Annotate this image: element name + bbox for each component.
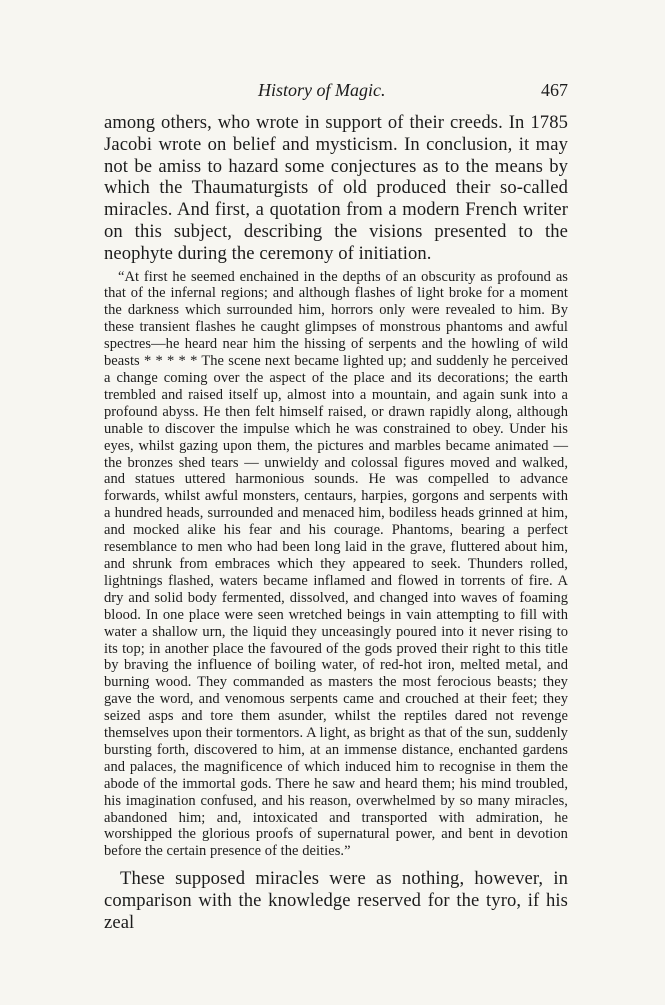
- running-head: [104, 80, 568, 104]
- page-number: 467: [541, 80, 568, 100]
- running-title: History of Magic.: [258, 80, 386, 100]
- book-page: [104, 80, 568, 934]
- intro-paragraph: among others, who wrote in support of their creeds. In 1785 Jacobi wrote on belief and mysticism. In conclusion, it may not be amiss to hazard some conjectures as to the means by which the Thaumaturgists of old produced their so-called miracles. And first, a quotation from a modern French writer on this subject, describing the visions presented to the neophyte during the ceremony of initiation.: [104, 112, 568, 264]
- closing-paragraph: These supposed miracles were as nothing, however, in comparison with the knowledge reserved for the tyro, if his zeal: [104, 868, 568, 934]
- quote-paragraph: “At first he seemed enchained in the depths of an obscurity as profound as that of the infernal regions; and although flashes of light broke for a moment the darkness which surrounded him, horrors only were revealed to him. By these transient flashes he caught glimpses of monstrous phantoms and awful spectres—he heard near him the hissing of serpents and the howling of wild beasts * * * * * The scene next became lighted up; and suddenly he perceived a change coming over the aspect of the place and its decorations; the earth trembled and raised itself up, almost into a mountain, and again sunk into a profound abyss. He then felt himself raised, or drawn rapidly along, although unable to discover the impulse which he was constrained to obey. Under his eyes, whilst gazing upon them, the pictures and marbles became animated — the bronzes shed tears — unwieldy and colossal figures moved and walked, and statues uttered harmonious sounds. He was compelled to advance forwards, whilst awful monsters, centaurs, harpies, gorgons and serpents with a hundred heads, surrounded and menaced him, bodiless heads grinned at him, and mocked alike his fear and his courage. Phantoms, bearing a perfect resemblance to men who had been long laid in the grave, fluttered about him, and shrunk from embraces which they appeared to seek. Thunders rolled, lightnings flashed, waters became inflamed and flowed in torrents of fire. A dry and solid body fermented, dissolved, and changed into waves of foaming blood. In one place were seen wretched beings in vain attempting to fill with water a shallow urn, the liquid they unceasingly poured into it never rising to its top; in another place the favoured of the gods proved their right to this title by braving the influence of boiling water, of red-hot iron, melted metal, and burning wood. They commanded as masters the most ferocious beasts; they gave the word, and venomous serpents came and crouched at their feet; they seized asps and tore them asunder, whilst the reptiles dared not revenge themselves upon their tormentors. A light, as bright as that of the sun, suddenly bursting forth, discovered to him, at an immense distance, enchanted gardens and palaces, the magnificence of which induced him to recognise in them the abode of the immortal gods. There he saw and heard them; his mind troubled, his imagination confused, and his reason, overwhelmed by so many miracles, abandoned him; and, intoxicated and transported with admiration, he worshipped the glorious proofs of supernatural power, and bent in devotion before the certain presence of the deities.”: [104, 268, 568, 860]
